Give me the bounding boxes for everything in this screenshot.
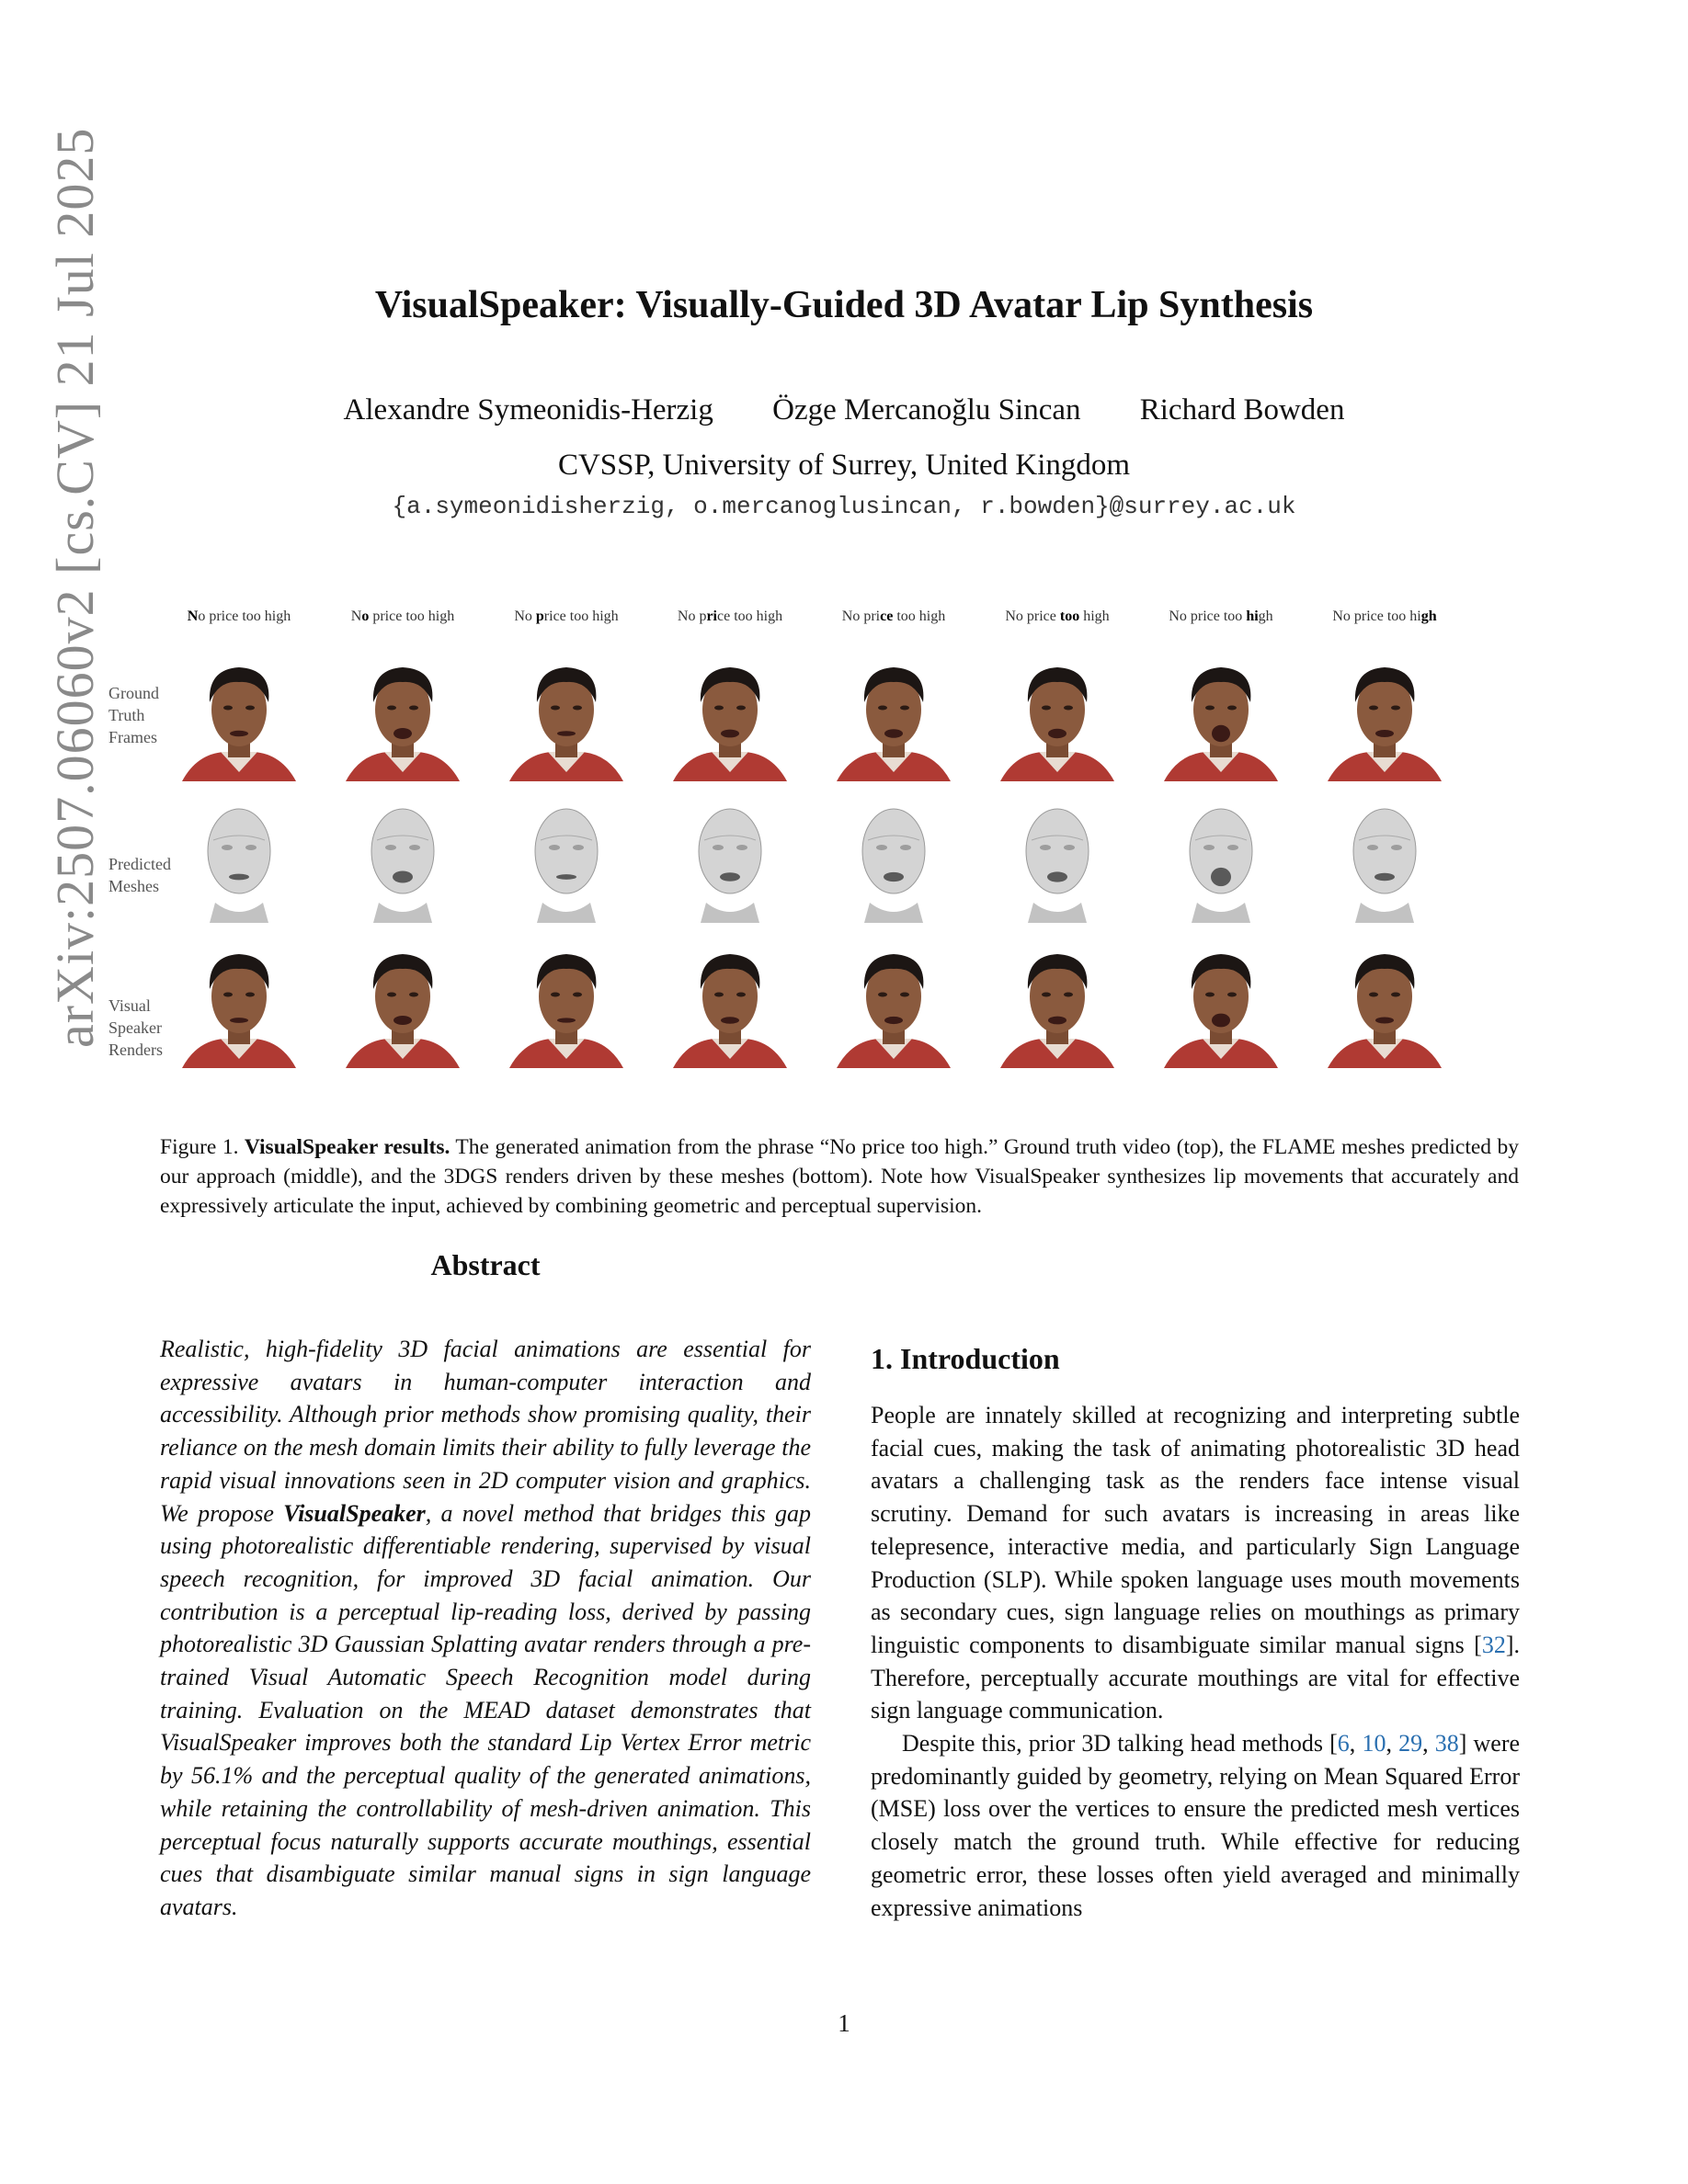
phrase-text: high: [1079, 609, 1110, 624]
caption-bold: VisualSpeaker results.: [244, 1135, 451, 1159]
mouth: [1375, 730, 1394, 737]
phrase-highlight: o: [361, 609, 370, 624]
row-label-line: Truth: [108, 706, 145, 724]
eye: [878, 706, 887, 711]
phrase-label: [988, 609, 1126, 625]
eye: [387, 993, 396, 997]
phrase-label: [661, 609, 799, 625]
paragraph: [871, 1399, 1520, 1727]
paragraph-text: ] were predominantly guided by geometry, relying on Mean Squared Error (MSE) loss over the vertices to ensure the predicted mesh vertices closely match the ground truth. While effective for reducing geometric error, these losses often yield averaged and minimally expressive animations: [871, 1730, 1521, 1921]
mesh-eye: [222, 845, 233, 850]
mesh-mouth: [720, 872, 740, 881]
mesh-neck: [210, 903, 268, 923]
eye: [1391, 706, 1400, 711]
method-name: VisualSpeaker: [283, 1499, 426, 1527]
phrase-label: [1316, 609, 1454, 625]
figure-1: [108, 609, 1535, 1105]
abstract-heading: Abstract: [430, 1248, 541, 1281]
row-label: [108, 995, 163, 1061]
abstract-text: , a novel method that bridges this gap using photorealistic differentiable rendering, supervised by visual speech recognition, for improved 3D facial animation. Our contribution is a perceptual lip-reading loss, derived by passing photorealistic 3D Gaussian Splatting avatar renders through a pre-trained Visual Automatic Speech Recognition model during training. Evaluation on the MEAD dataset demonstrates that VisualSpeaker improves both the standard Lip Vertex Error metric by 56.1% and the perceptual quality of the generated animations, while retaining the controllability of mesh-driven animation. This perceptual focus naturally supports accurate mouthings, essential cues that disambiguate similar manual signs in sign language avatars.: [160, 1499, 812, 1920]
mesh-eye: [1367, 845, 1378, 850]
eye: [1369, 706, 1378, 711]
mouth: [393, 728, 412, 739]
mesh-frame: [324, 794, 482, 923]
row-label-line: Predicted: [108, 855, 171, 873]
render-frame: [651, 939, 809, 1068]
mouth: [1212, 725, 1230, 742]
mesh-neck: [373, 903, 432, 923]
mouth: [557, 731, 576, 736]
eye: [1391, 993, 1400, 997]
mesh-mouth: [1374, 873, 1395, 882]
ground-truth-frame: [487, 653, 645, 781]
mouth: [230, 731, 248, 736]
mesh-mouth: [1047, 871, 1067, 882]
eye: [409, 706, 418, 711]
citation-link[interactable]: 6: [1337, 1730, 1350, 1757]
phrase-highlight: gh: [1420, 609, 1437, 624]
mouth: [721, 730, 739, 738]
row-label-line: Frames: [108, 728, 157, 746]
mesh-eye: [713, 845, 724, 850]
ground-truth-frame: [978, 653, 1136, 781]
mesh-head: [208, 809, 270, 893]
mesh-mouth: [393, 871, 413, 883]
eye: [245, 993, 255, 997]
render-frame: [1306, 939, 1464, 1068]
phrase-highlight: p: [535, 609, 544, 624]
phrase-text: price too high: [369, 609, 455, 624]
phrase-text: No price too hi: [1332, 609, 1421, 624]
citation-link[interactable]: 32: [1481, 1631, 1506, 1658]
mesh-eye: [1227, 845, 1238, 850]
eye: [1369, 993, 1378, 997]
mouth: [721, 1017, 739, 1024]
affiliation: CVSSP, University of Surrey, United Kingdom: [557, 449, 1131, 482]
mesh-eye: [385, 845, 396, 850]
mouth: [230, 1018, 248, 1023]
paragraph-text: Despite this, prior 3D talking head methods [: [902, 1730, 1338, 1757]
paragraph: Despite this, prior 3D talking head methods [6, 10, 29, 38] were predominantly guided by geometry, relying on Mean Squared Error (MSE) loss over the vertices to ensure the predicted mesh vertices closely match the ground truth. While effective for reducing geometric error, these losses often yield averaged and minimally expressive animations: [871, 1730, 1521, 1921]
phrase-highlight: N: [187, 609, 199, 624]
eye: [245, 706, 255, 711]
phrase-label: [170, 609, 308, 625]
ground-truth-frame: [815, 653, 973, 781]
eye: [1042, 993, 1051, 997]
phrase-label: [1152, 609, 1290, 625]
phrase-text: ce too high: [717, 609, 783, 624]
author-name: Alexandre Symeonidis-Herzig: [343, 393, 713, 427]
mesh-frame: [160, 794, 318, 923]
render-frame: [815, 939, 973, 1068]
eye: [1205, 706, 1215, 711]
abstract-body: [160, 1333, 811, 1924]
row-label-line: Meshes: [108, 877, 159, 895]
eye: [551, 993, 560, 997]
caption-label: Figure 1.: [160, 1135, 239, 1159]
page-number: 1: [838, 2009, 850, 2037]
introduction-body: [871, 1399, 1520, 1924]
figure-caption: [160, 1132, 1519, 1221]
render-frame: [978, 939, 1136, 1068]
mesh-mouth: [884, 872, 904, 882]
arxiv-stamp: arXiv:2507.06060v2 [cs.CV] 21 Jul 2025: [45, 127, 105, 1048]
citation-link[interactable]: 29: [1398, 1730, 1423, 1757]
phrase-label: [334, 609, 472, 625]
mesh-eye: [1391, 845, 1402, 850]
phrase-text: No price: [1005, 609, 1060, 624]
mesh-eye: [1040, 845, 1051, 850]
caption-text: The generated animation from the phrase “No price too high.” Ground truth video (top), the FLAME meshes predicted by our approach (middle), and the 3DGS renders driven by these meshes (bottom). Note how VisualSpeaker synthesizes lip movements that accurately and expressively articulate the input, achieved by combining geometric and perceptual supervision.: [160, 1135, 1520, 1218]
row-label-line: Renders: [108, 1041, 163, 1059]
section-heading-introduction: 1. Introduction: [871, 1342, 1060, 1375]
citation-link[interactable]: 10: [1362, 1730, 1386, 1757]
render-frame: [1142, 939, 1300, 1068]
mesh-eye: [549, 845, 560, 850]
mesh-neck: [1355, 903, 1414, 923]
mesh-eye: [900, 845, 911, 850]
mesh-eye: [409, 845, 420, 850]
mesh-eye: [1064, 845, 1075, 850]
ground-truth-frame: [160, 653, 318, 781]
eye: [714, 993, 724, 997]
eye: [736, 993, 746, 997]
author-emails: {a.symeonidisherzig, o.mercanoglusincan, r.bowden}@surrey.ac.uk: [392, 493, 1296, 520]
phrase-highlight: ri: [706, 609, 717, 624]
mouth: [1375, 1018, 1394, 1024]
citation-link[interactable]: 38: [1434, 1730, 1459, 1757]
mouth: [393, 1016, 412, 1025]
eye: [900, 706, 909, 711]
phrase-text: too high: [893, 609, 946, 624]
phrase-label: [497, 609, 635, 625]
render-frame: [487, 939, 645, 1068]
mesh-mouth: [556, 874, 576, 880]
eye: [878, 993, 887, 997]
mesh-frame: [1142, 794, 1300, 923]
eye: [1042, 706, 1051, 711]
author-name: Richard Bowden: [1139, 393, 1345, 427]
mesh-neck: [701, 903, 759, 923]
row-label: [108, 682, 159, 748]
row-label-line: Visual: [108, 996, 151, 1015]
ground-truth-frame: [324, 653, 482, 781]
mouth: [1048, 729, 1066, 738]
eye: [223, 993, 233, 997]
mesh-mouth: [1211, 868, 1231, 886]
row-label-line: Speaker: [108, 1018, 162, 1037]
eye: [551, 706, 560, 711]
mouth: [557, 1018, 576, 1022]
ground-truth-frame: [1142, 653, 1300, 781]
mesh-eye: [1203, 845, 1215, 850]
mesh-eye: [736, 845, 747, 850]
paragraph-text: People are innately skilled at recognizing and interpreting subtle facial cues, making the task of animating photorealistic 3D head avatars a challenging task as the renders face intense visual scrutiny. Demand for such avatars is increasing in areas like telepresence, interactive media, and particularly Sign Language Production (SLP). While spoken language uses mouth movements as secondary cues, sign language relies on mouthings as primary linguistic components to disambiguate similar manual signs [: [871, 1402, 1520, 1658]
mesh-neck: [864, 903, 923, 923]
phrase-text: No price too: [1169, 609, 1247, 624]
eye: [1205, 993, 1215, 997]
paragraph-text: ]. Therefore, perceptually accurate mouthings are vital for effective sign language communication.: [871, 1631, 1520, 1724]
eye: [409, 993, 418, 997]
render-frame: [324, 939, 482, 1068]
eye: [1064, 993, 1073, 997]
mesh-neck: [1192, 903, 1250, 923]
row-label-line: Ground: [108, 684, 159, 702]
ground-truth-frame: [651, 653, 809, 781]
author-name: Özge Mercanoğlu Sincan: [772, 393, 1081, 427]
eye: [573, 993, 582, 997]
mesh-eye: [245, 845, 257, 850]
mesh-head: [535, 809, 598, 893]
phrase-highlight: ce: [880, 609, 894, 624]
mesh-neck: [1028, 903, 1087, 923]
eye: [900, 993, 909, 997]
eye: [1064, 706, 1073, 711]
phrase-highlight: hi: [1246, 609, 1259, 624]
eye: [573, 706, 582, 711]
eye: [387, 706, 396, 711]
eye: [714, 706, 724, 711]
render-frame: [160, 939, 318, 1068]
mesh-frame: [1306, 794, 1464, 923]
mesh-eye: [876, 845, 887, 850]
mesh-mouth: [229, 874, 249, 881]
mesh-neck: [537, 903, 596, 923]
mouth: [884, 1017, 903, 1024]
mesh-frame: [487, 794, 645, 923]
mesh-eye: [573, 845, 584, 850]
eye: [736, 706, 746, 711]
eye: [1227, 706, 1237, 711]
mouth: [1212, 1014, 1230, 1028]
abstract-text: Realistic, high-fidelity 3D facial animations are essential for expressive avatars in human-computer interaction and accessibility. Although prior methods show promising quality, their reliance on the mesh domain limits their ability to fully leverage the rapid visual innovations seen in 2D computer vision and graphics. We propose: [160, 1336, 811, 1527]
eye: [223, 706, 233, 711]
phrase-text: No pri: [841, 609, 881, 624]
author-list: [0, 393, 1688, 427]
phrase-text: No: [514, 609, 536, 624]
phrase-text: rice too high: [543, 609, 619, 624]
mesh-frame: [978, 794, 1136, 923]
mesh-frame: [651, 794, 809, 923]
phrase-text: gh: [1258, 609, 1273, 624]
phrase-highlight: too: [1059, 609, 1080, 624]
phrase-text: No p: [677, 609, 707, 624]
mouth: [1048, 1017, 1066, 1025]
phrase-text: o price too high: [198, 609, 291, 624]
eye: [1227, 993, 1237, 997]
phrase-text: N: [350, 609, 362, 624]
paper-title: VisualSpeaker: Visually-Guided 3D Avatar Lip Synthesis: [374, 284, 1314, 326]
mouth: [884, 729, 903, 738]
phrase-label: [825, 609, 963, 625]
ground-truth-frame: [1306, 653, 1464, 781]
mesh-frame: [815, 794, 973, 923]
